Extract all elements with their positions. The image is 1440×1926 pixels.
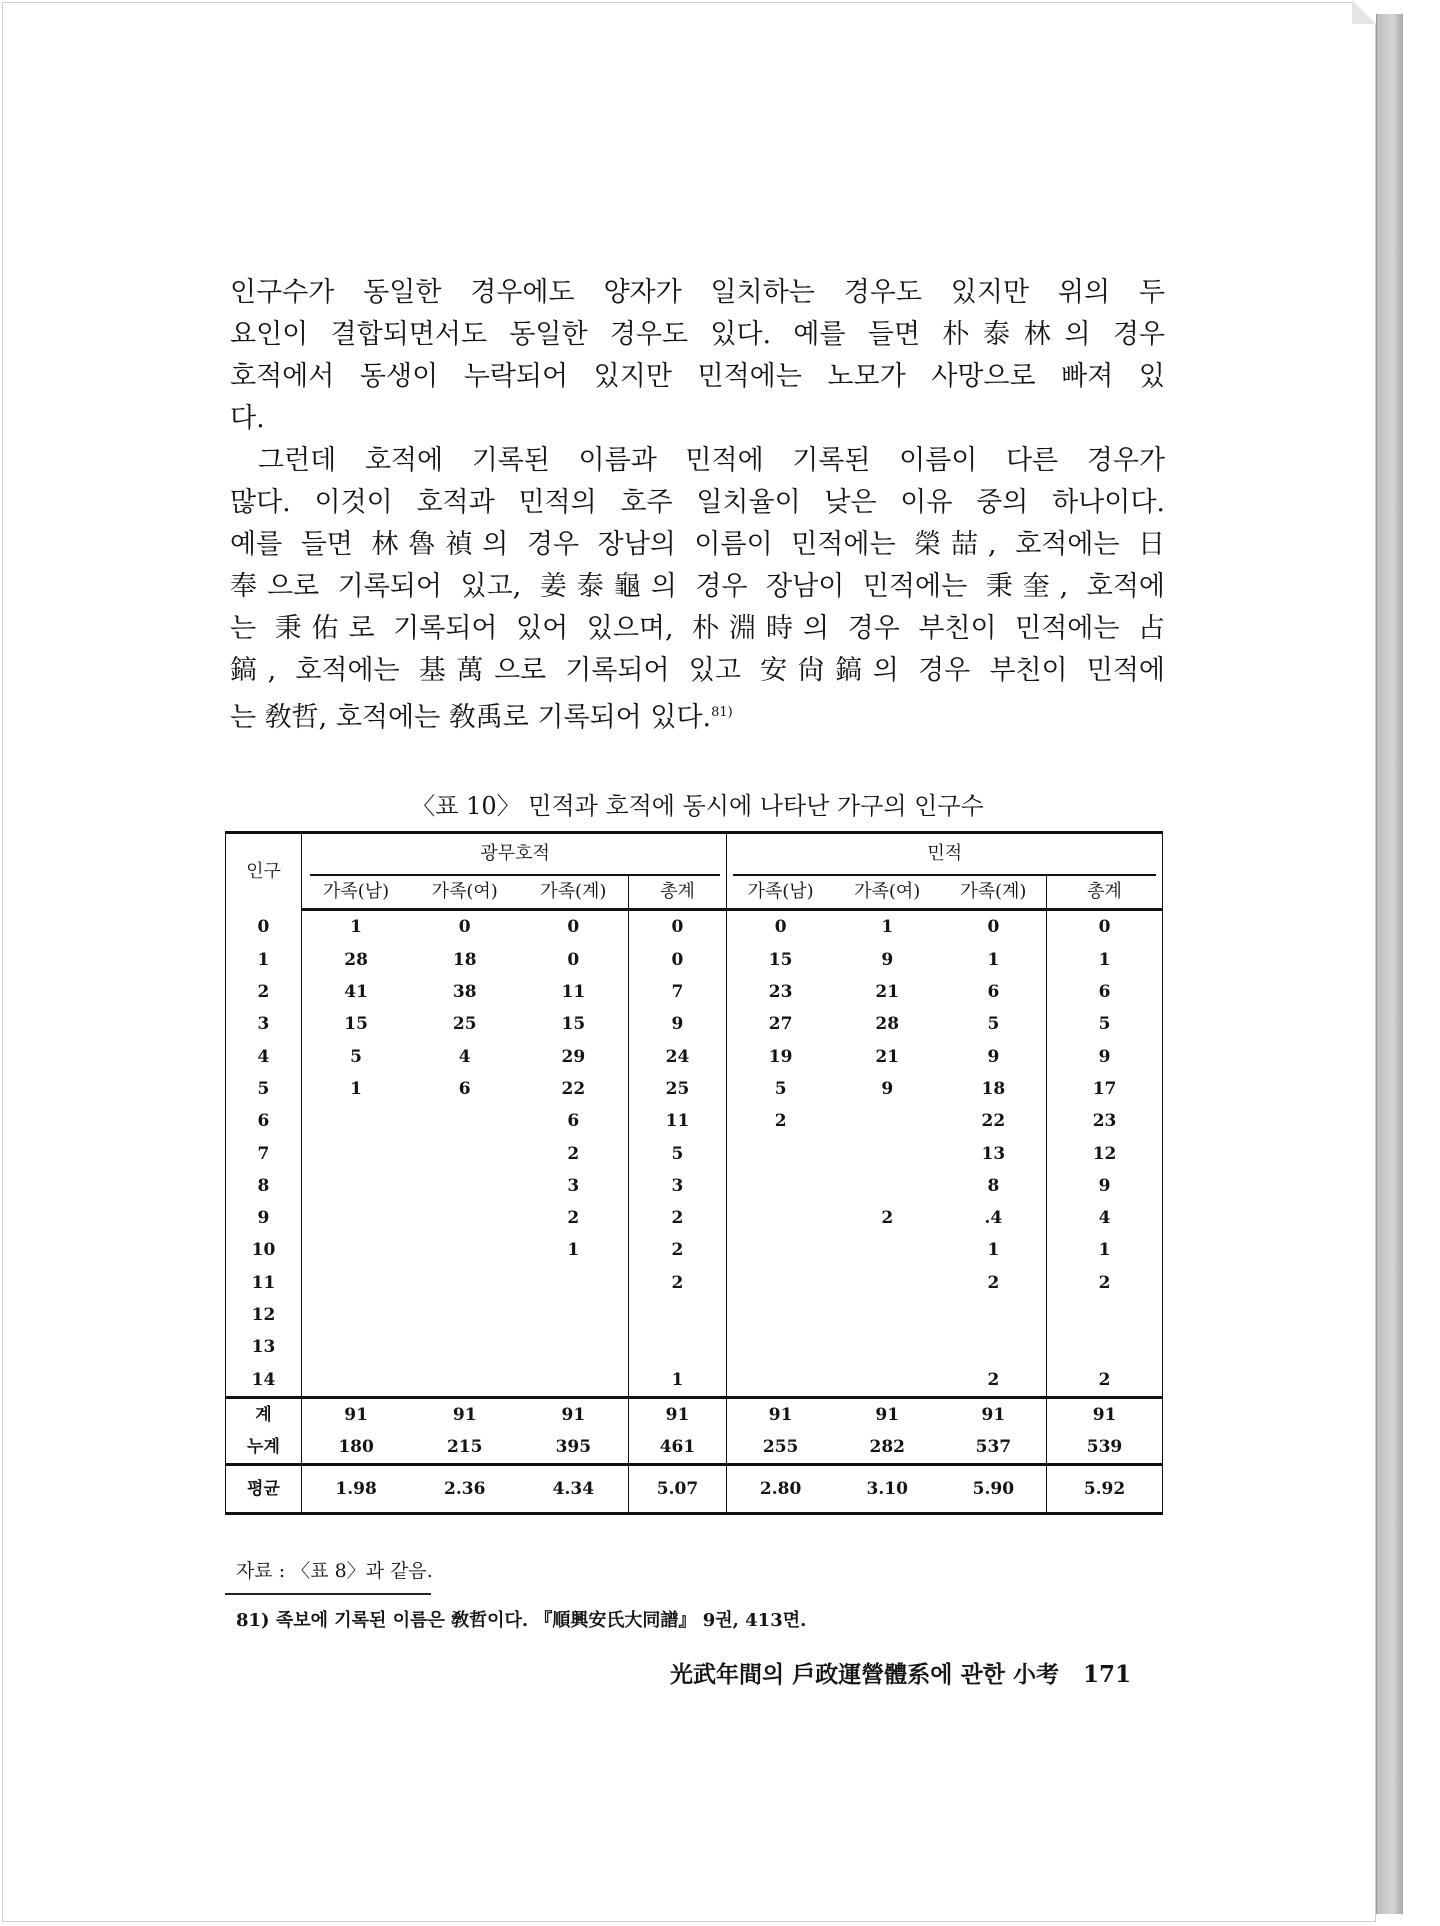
row-label: 14 [251, 1369, 276, 1390]
table-cell: 23 [1047, 1105, 1163, 1137]
table-cell: 2 [628, 1202, 727, 1234]
page-stack-edge [1376, 14, 1403, 1914]
table-cell: 4 [458, 1046, 471, 1067]
table-cell: 282 [869, 1437, 905, 1458]
table-cell: 1 [987, 949, 1000, 970]
table-cell: 0 [458, 917, 471, 938]
table-cell: 3.10 [834, 1465, 941, 1514]
table-row [226, 1267, 1163, 1299]
total-row [226, 1431, 1163, 1465]
paragraph-1 [230, 272, 1165, 440]
table-cell [834, 1170, 941, 1202]
table-cell: 9 [987, 1046, 1000, 1067]
table-cell: 6 [987, 982, 1000, 1003]
row-label: 계 [226, 1397, 302, 1431]
table-cell: 537 [975, 1437, 1012, 1458]
table-cell: 18 [452, 949, 477, 970]
table-cell: 6 [567, 1111, 580, 1132]
table-cell: 91 [519, 1397, 628, 1431]
table-caption: 〈표 10〉 민적과 호적에 동시에 나타난 가구의 인구수 [411, 792, 984, 820]
table-cell [301, 1170, 410, 1202]
footnote-rule [225, 1593, 431, 1595]
column-header: 가족(여) [834, 876, 941, 910]
table-cell: 1 [1047, 944, 1163, 976]
table-cell [727, 1363, 834, 1397]
table-cell: 25 [452, 1014, 477, 1035]
table-row [226, 1040, 1163, 1072]
table-cell [727, 1299, 834, 1331]
table-cell [301, 1299, 410, 1331]
table-cell: 0 [1047, 910, 1163, 944]
row-label: 6 [257, 1111, 270, 1132]
table-cell [519, 1363, 628, 1397]
table-cell [301, 1137, 410, 1169]
table-cell: 91 [1047, 1397, 1163, 1431]
table-cell: 91 [628, 1397, 727, 1431]
table-cell: 9 [1047, 1040, 1163, 1072]
table-cell [628, 1299, 727, 1331]
table-cell: 0 [567, 917, 580, 938]
table-row [226, 1105, 1163, 1137]
table-cell [301, 1363, 410, 1397]
table-cell: 91 [301, 1397, 410, 1431]
table-cell: 9 [1047, 1170, 1163, 1202]
table-cell: 91 [410, 1397, 519, 1431]
text-line: 호적에서 동생이 누락되어 있지만 민적에는 노모가 사망으로 빠져 있 [230, 361, 1165, 392]
table-cell [301, 1234, 410, 1266]
table-cell: 1 [1047, 1234, 1163, 1266]
group-label: 민적 [733, 834, 1156, 876]
table-cell: 2 [628, 1234, 727, 1266]
table-cell: 5 [1047, 1008, 1163, 1040]
table-cell: 4 [1047, 1202, 1163, 1234]
table-cell: 11 [628, 1105, 727, 1137]
text-line [230, 692, 1165, 739]
table-cell: 91 [834, 1397, 941, 1431]
table-cell: 2 [881, 1208, 894, 1229]
table-cell [834, 1234, 941, 1266]
table-cell: 91 [941, 1397, 1047, 1431]
table-cell: 2 [727, 1105, 834, 1137]
footnote-81: 81) 족보에 기록된 이름은 敎哲이다. 『順興安氏大同譜』 9권, 413면. [236, 1610, 807, 1631]
row-label: 8 [257, 1175, 270, 1196]
table-cell [410, 1105, 519, 1137]
table-cell: 2 [567, 1208, 580, 1229]
row-label: 11 [251, 1272, 276, 1293]
table-cell: 5 [301, 1040, 410, 1072]
table-cell [941, 1331, 1047, 1363]
row-label: 4 [257, 1046, 270, 1067]
table-cell [519, 1299, 628, 1331]
table-cell [834, 1105, 941, 1137]
table-cell: 255 [727, 1431, 834, 1465]
table-row [226, 944, 1163, 976]
paragraph-2 [230, 440, 1165, 739]
running-title: 光武年間의 戶政運營體系에 관한 小考 [670, 1661, 1059, 1688]
table-cell [410, 1267, 519, 1299]
table-cell: 2.80 [727, 1465, 834, 1514]
column-header: 가족(계) [519, 876, 628, 910]
table-cell [1047, 1331, 1163, 1363]
table-cell: 24 [628, 1040, 727, 1072]
table-cell: 1 [628, 1363, 727, 1397]
table-cell [941, 1299, 1047, 1331]
table-cell [727, 1170, 834, 1202]
table-cell: 0 [987, 917, 1000, 938]
table-row [226, 1137, 1163, 1169]
table-cell: 180 [301, 1431, 410, 1465]
table-cell: 0 [727, 910, 834, 944]
table-cell: 0 [628, 944, 727, 976]
table-cell: 21 [875, 982, 900, 1003]
table-cell [834, 1137, 941, 1169]
table-row [226, 1073, 1163, 1105]
table-cell [410, 1363, 519, 1397]
table-source: 자료 : 〈표 8〉과 같음. [236, 1560, 433, 1582]
table-cell: 5.07 [628, 1465, 727, 1514]
group-header-minjeok [727, 833, 1163, 877]
table-cell [727, 1234, 834, 1266]
table-cell: 23 [727, 976, 834, 1008]
text-line: 많다. 이것이 호적과 민적의 호주 일치율이 낮은 이유 중의 하나이다. [230, 487, 1165, 518]
table-cell: 15 [301, 1008, 410, 1040]
table-cell [410, 1137, 519, 1169]
row-label: 1 [257, 949, 270, 970]
row-label: 0 [257, 916, 270, 937]
column-header: 가족(계) [941, 876, 1047, 910]
table-cell: 2 [1047, 1267, 1163, 1299]
total-row [226, 1397, 1163, 1431]
table-cell: 12 [1047, 1137, 1163, 1169]
table-cell [410, 1299, 519, 1331]
table-cell: 5.92 [1047, 1465, 1163, 1514]
column-header: 가족(남) [301, 876, 410, 910]
table-cell: 29 [561, 1046, 586, 1067]
table-cell: 539 [1047, 1431, 1163, 1465]
row-label: 10 [251, 1240, 276, 1261]
row-label: 누계 [247, 1437, 280, 1458]
table-cell: 2 [987, 1272, 1000, 1293]
table-cell: .4 [984, 1208, 1003, 1229]
table-cell: 6 [1047, 976, 1163, 1008]
table-cell [834, 1267, 941, 1299]
table-cell: 22 [981, 1111, 1006, 1132]
table-cell: 7 [628, 976, 727, 1008]
text-line: 인구수가 동일한 경우에도 양자가 일치하는 경우도 있지만 위의 두 [230, 277, 1165, 308]
table-cell: 18 [981, 1078, 1006, 1099]
text-line: 요인이 결합되면서도 동일한 경우도 있다. 예를 들면 朴泰林의 경우 [230, 319, 1165, 350]
table-cell: 2 [628, 1267, 727, 1299]
table-cell: 1 [987, 1240, 1000, 1261]
text-line-content: 는 敎哲, 호적에는 敎禹로 기록되어 있다. [230, 702, 712, 733]
table-row [226, 1008, 1163, 1040]
table-cell [301, 1331, 410, 1363]
table-cell: 8 [987, 1175, 1000, 1196]
table-cell: 0 [567, 949, 580, 970]
table-cell: 5 [628, 1137, 727, 1169]
table-cell: 6 [458, 1078, 471, 1099]
table-row [226, 910, 1163, 944]
table-cell [628, 1331, 727, 1363]
table-cell: 21 [875, 1046, 900, 1067]
table-cell: 2 [987, 1369, 1000, 1390]
table-cell: 395 [555, 1437, 592, 1458]
row-label: 5 [257, 1078, 270, 1099]
table-cell: 15 [727, 944, 834, 976]
table-cell: 28 [875, 1014, 900, 1035]
table-cell: 9 [628, 1008, 727, 1040]
table-cell: 9 [881, 949, 894, 970]
column-header: 총계 [628, 876, 727, 910]
table-cell [519, 1267, 628, 1299]
table-cell: 2.36 [410, 1465, 519, 1514]
text-line: 그런데 호적에 기록된 이름과 민적에 기록된 이름이 다른 경우가 [258, 445, 1165, 476]
row-label: 13 [251, 1337, 276, 1358]
table-cell: 5 [727, 1073, 834, 1105]
table-cell: 19 [727, 1040, 834, 1072]
table-row [226, 1331, 1163, 1363]
table-cell: 13 [981, 1143, 1006, 1164]
column-header: 총계 [1047, 876, 1163, 910]
table-row [226, 976, 1163, 1008]
table-cell: 38 [452, 982, 477, 1003]
table-cell: 3 [567, 1175, 580, 1196]
running-footer [670, 1656, 1131, 1689]
page-corner-fold [1352, 0, 1376, 24]
table-cell: 11 [561, 982, 586, 1003]
table-cell: 1 [301, 910, 410, 944]
table-cell [1047, 1299, 1163, 1331]
table-cell [301, 1105, 410, 1137]
table-cell: 0 [628, 910, 727, 944]
table-cell: 17 [1047, 1073, 1163, 1105]
table-cell [727, 1137, 834, 1169]
column-header: 가족(여) [410, 876, 519, 910]
table-cell: 9 [881, 1078, 894, 1099]
table-cell: 3 [628, 1170, 727, 1202]
table-cell: 1 [881, 917, 894, 938]
row-label: 3 [257, 1014, 270, 1035]
table-row [226, 1363, 1163, 1397]
row-label: 평균 [226, 1465, 302, 1514]
table-cell: 5.90 [941, 1465, 1047, 1514]
table-cell: 2 [567, 1143, 580, 1164]
table-cell [410, 1170, 519, 1202]
table-cell: 25 [628, 1073, 727, 1105]
table-cell [301, 1267, 410, 1299]
table-cell [834, 1331, 941, 1363]
group-label: 광무호적 [310, 834, 721, 876]
table-cell [410, 1331, 519, 1363]
table-cell [727, 1267, 834, 1299]
population-table [225, 831, 1163, 1515]
table-cell: 15 [561, 1014, 586, 1035]
table-cell: 41 [301, 976, 410, 1008]
table-cell [834, 1299, 941, 1331]
table-cell: 28 [301, 944, 410, 976]
average-row [226, 1465, 1163, 1514]
table-cell [410, 1234, 519, 1266]
table-cell: 1.98 [301, 1465, 410, 1514]
group-header-hojeok [301, 833, 727, 877]
footnote-reference[interactable]: 81) [711, 705, 733, 720]
table-row [226, 1234, 1163, 1266]
table-cell: 91 [727, 1397, 834, 1431]
table-cell: 215 [446, 1437, 483, 1458]
table-cell: 22 [561, 1078, 586, 1099]
table-cell [727, 1331, 834, 1363]
table-row [226, 1299, 1163, 1331]
table-cell: 461 [628, 1431, 727, 1465]
table-cell [519, 1331, 628, 1363]
body-text [230, 272, 1165, 739]
row-label: 12 [251, 1305, 276, 1325]
text-line: 예를 들면 林魯禎의 경우 장남의 이름이 민적에는 榮喆, 호적에는 日 [230, 529, 1165, 560]
table-cell: 1 [301, 1073, 410, 1105]
table-cell: 2 [1047, 1363, 1163, 1397]
text-line: 鎬, 호적에는 基萬으로 기록되어 있고 安尙鎬의 경우 부친이 민적에 [230, 655, 1165, 686]
table-cell [727, 1202, 834, 1234]
text-line: 奉으로 기록되어 있고, 姜泰龜의 경우 장남이 민적에는 秉奎, 호적에 [230, 571, 1165, 602]
table-row [226, 1202, 1163, 1234]
row-header: 인구 [246, 860, 281, 882]
table-cell: 4.34 [519, 1465, 628, 1514]
text-line: 는 秉佑로 기록되어 있어 있으며, 朴淵時의 경우 부친이 민적에는 占 [230, 613, 1165, 644]
table-row [226, 1170, 1163, 1202]
table-cell: 27 [727, 1008, 834, 1040]
column-header: 가족(남) [727, 876, 834, 910]
row-label: 7 [257, 1143, 270, 1164]
table-cell [301, 1202, 410, 1234]
table-cell: 1 [567, 1240, 580, 1261]
table-cell [410, 1202, 519, 1234]
row-label: 9 [257, 1208, 270, 1229]
page-number: 171 [1082, 1661, 1131, 1688]
table-cell: 5 [987, 1014, 1000, 1035]
row-label: 2 [257, 982, 270, 1003]
text-line: 다. [230, 403, 265, 434]
table-cell [834, 1363, 941, 1397]
